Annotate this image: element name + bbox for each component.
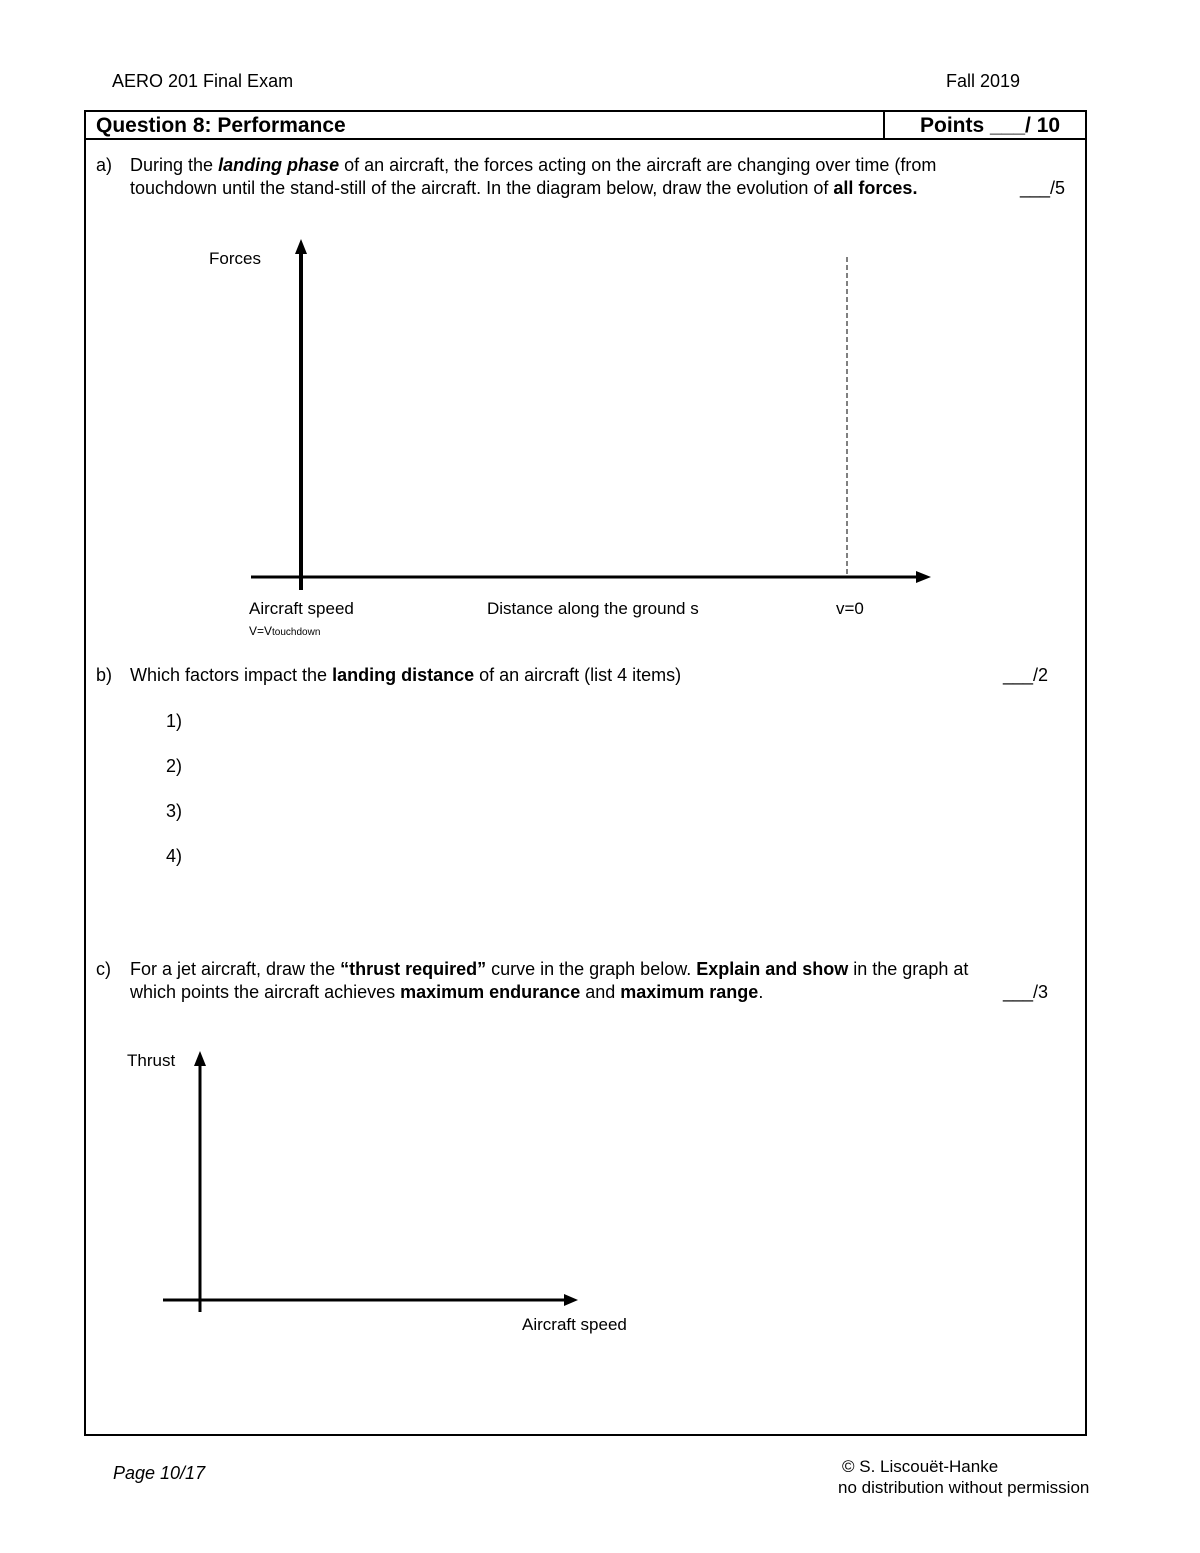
part-a-line-2	[130, 177, 917, 200]
header-separator	[883, 110, 885, 140]
part-a-marker: a)	[96, 155, 113, 175]
part-c-l1-pre: For a jet aircraft, draw the	[130, 959, 341, 979]
question-title: Question 8: Performance	[96, 114, 346, 137]
page-number: Page 10/17	[113, 1463, 206, 1483]
part-c-l2-post: .	[758, 982, 764, 1002]
answer-item-4: 4)	[166, 846, 183, 866]
part-c-l2-pre: which points the aircraft achieves	[130, 982, 401, 1002]
standstill-label: v=0	[836, 599, 864, 618]
exam-title: AERO 201 Final Exam	[112, 71, 294, 91]
part-c-l1-mid: curve in the graph below.	[486, 959, 697, 979]
answer-item-3: 3)	[166, 801, 183, 821]
part-c-l1-bold: “thrust required”	[340, 959, 487, 979]
answer-item-2: 2)	[166, 756, 183, 776]
touchdown-subscript: touchdown	[272, 627, 321, 638]
part-b-marker: b)	[96, 665, 113, 685]
part-b-pre: Which factors impact the	[130, 665, 333, 685]
forces-axis-label: Forces	[209, 249, 261, 268]
part-b-score: ___/2	[1003, 665, 1049, 685]
part-a-line-2-pre: touchdown until the stand-still of the aircraft. In the diagram below, draw the evolution of	[130, 178, 834, 198]
part-c-score: ___/3	[1003, 982, 1049, 1002]
part-a-line-1-post: of an aircraft, the forces acting on the aircraft are changing over time (from	[339, 155, 937, 175]
part-b-bold: landing distance	[332, 665, 475, 685]
question-frame	[84, 110, 1087, 1436]
touchdown-speed-label	[249, 624, 320, 638]
part-c-l2-bold2: maximum range	[620, 982, 759, 1002]
touchdown-v: V=V	[249, 624, 273, 638]
answer-item-1: 1)	[166, 711, 183, 731]
part-c-l2-mid: and	[580, 982, 621, 1002]
copyright: © S. Liscouët-Hanke	[842, 1457, 999, 1476]
points-label: Points ___/ 10	[920, 114, 1061, 137]
speed-axis-label: Aircraft speed	[522, 1315, 627, 1334]
distance-axis-label: Distance along the ground s	[487, 599, 699, 618]
part-c-l1-bold2: Explain and show	[696, 959, 849, 979]
exam-term: Fall 2019	[946, 71, 1021, 91]
part-a-line-1-pre: During the	[130, 155, 219, 175]
part-c-line-1	[130, 958, 968, 981]
part-a-emphasis: landing phase	[218, 155, 340, 175]
part-c-marker: c)	[96, 959, 111, 979]
part-c-line-2	[130, 981, 763, 1004]
part-b-question	[130, 664, 681, 687]
distribution-notice: no distribution without permission	[838, 1478, 1090, 1497]
part-a-line-2-bold: all forces.	[833, 178, 918, 198]
thrust-axis-label: Thrust	[127, 1051, 176, 1070]
part-a-line-1	[130, 154, 936, 177]
part-b-post: of an aircraft (list 4 items)	[474, 665, 682, 685]
part-c-l2-bold: maximum endurance	[400, 982, 581, 1002]
aircraft-speed-label: Aircraft speed	[249, 599, 354, 618]
part-c-l1-post: in the graph at	[848, 959, 969, 979]
part-a-score: ___/5	[1020, 178, 1066, 198]
